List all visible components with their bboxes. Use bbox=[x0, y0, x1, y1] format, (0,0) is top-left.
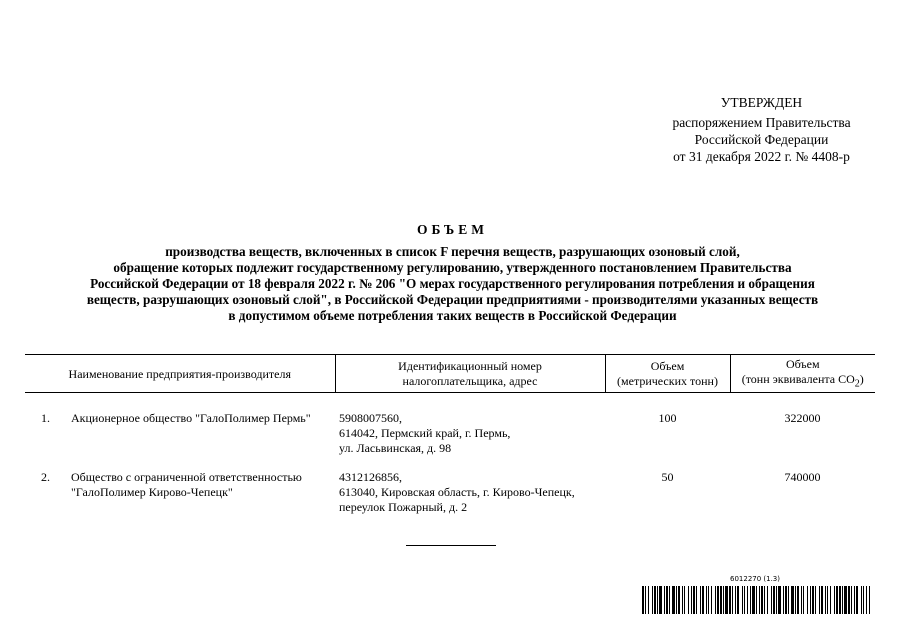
subtitle-line: производства веществ, включенных в список F перечня веществ, разрушающих озоновый слой, bbox=[165, 244, 740, 259]
company-name bbox=[71, 470, 331, 500]
table-header-row bbox=[25, 355, 875, 393]
document-code: 6012270 (1.3) bbox=[730, 575, 780, 583]
address-line-1: 613040, Кировская область, г. Кирово-Чепецк, bbox=[339, 485, 575, 500]
subtitle-line: обращение которых подлежит государственному регулированию, утвержденного постановлением Правительства bbox=[113, 260, 792, 275]
co2-value: 322000 bbox=[784, 411, 821, 426]
approval-heading: УТВЕРЖДЕН bbox=[720, 95, 803, 110]
header-name: Наименование предприятия-производителя bbox=[25, 355, 335, 393]
header-inn bbox=[335, 355, 605, 393]
header-volume-line-2: (метрических тонн) bbox=[617, 374, 718, 389]
header-inn-line-1: Идентификационный номер bbox=[398, 359, 542, 374]
subtitle-line: Российской Федерации от 18 февраля 2022 г. № 206 "О мерах государственного регулирования потребления и обращения bbox=[90, 276, 815, 291]
company-name-line-1: Общество с ограниченной ответственностью bbox=[71, 470, 302, 485]
co2-value: 740000 bbox=[784, 470, 821, 485]
address-line-1: 614042, Пермский край, г. Пермь, bbox=[339, 426, 511, 441]
company-cell bbox=[25, 411, 335, 470]
header-volume bbox=[605, 355, 730, 393]
subtitle-line: веществ, разрушающих озоновый слой", в Российской Федерации предприятиями - производителями указанных веществ bbox=[86, 292, 819, 307]
inn-value: 4312126856, bbox=[339, 470, 402, 485]
table-row bbox=[25, 470, 875, 529]
header-co2-line-2 bbox=[735, 372, 872, 391]
company-name bbox=[71, 411, 331, 426]
producers-table bbox=[25, 354, 875, 529]
document-subtitle bbox=[30, 244, 875, 324]
table-row bbox=[25, 411, 875, 470]
company-name-line-2: "ГалоПолимер Кирово-Чепецк" bbox=[71, 485, 233, 500]
row-index: 1. bbox=[41, 411, 50, 426]
subtitle-line: в допустимом объеме потребления таких веществ в Российской Федерации bbox=[228, 308, 677, 323]
header-co2-line-1: Объем bbox=[785, 357, 820, 371]
header-co2 bbox=[730, 355, 875, 393]
header-volume-line-1: Объем bbox=[650, 359, 685, 374]
header-inn-line-2: налогоплательщика, адрес bbox=[402, 374, 538, 389]
barcode-image bbox=[642, 586, 870, 614]
approval-line-2: Российской Федерации bbox=[694, 132, 829, 147]
document-title: ОБЪЕМ bbox=[417, 222, 488, 237]
approval-stamp bbox=[654, 94, 869, 165]
end-separator bbox=[406, 545, 496, 546]
volume-value: 100 bbox=[658, 411, 677, 426]
volume-value: 50 bbox=[661, 470, 674, 485]
address-line-2: ул. Ласьвинская, д. 98 bbox=[339, 441, 452, 456]
row-index: 2. bbox=[41, 470, 50, 485]
company-name-line-1: Акционерное общество "ГалоПолимер Пермь" bbox=[71, 411, 311, 426]
inn-value: 5908007560, bbox=[339, 411, 402, 426]
inn-address-cell bbox=[335, 470, 605, 529]
address-line-2: переулок Пожарный, д. 2 bbox=[339, 500, 468, 515]
header-co2-subscript: 2 bbox=[854, 378, 860, 390]
inn-address-cell bbox=[335, 411, 605, 470]
approval-date: от 31 декабря 2022 г. № 4408-р bbox=[673, 149, 850, 164]
header-co2-suffix: ) bbox=[859, 372, 864, 386]
header-co2-prefix: (тонн эквивалента CO bbox=[741, 372, 855, 386]
approval-line-1: распоряжением Правительства bbox=[672, 115, 851, 130]
company-cell bbox=[25, 470, 335, 529]
